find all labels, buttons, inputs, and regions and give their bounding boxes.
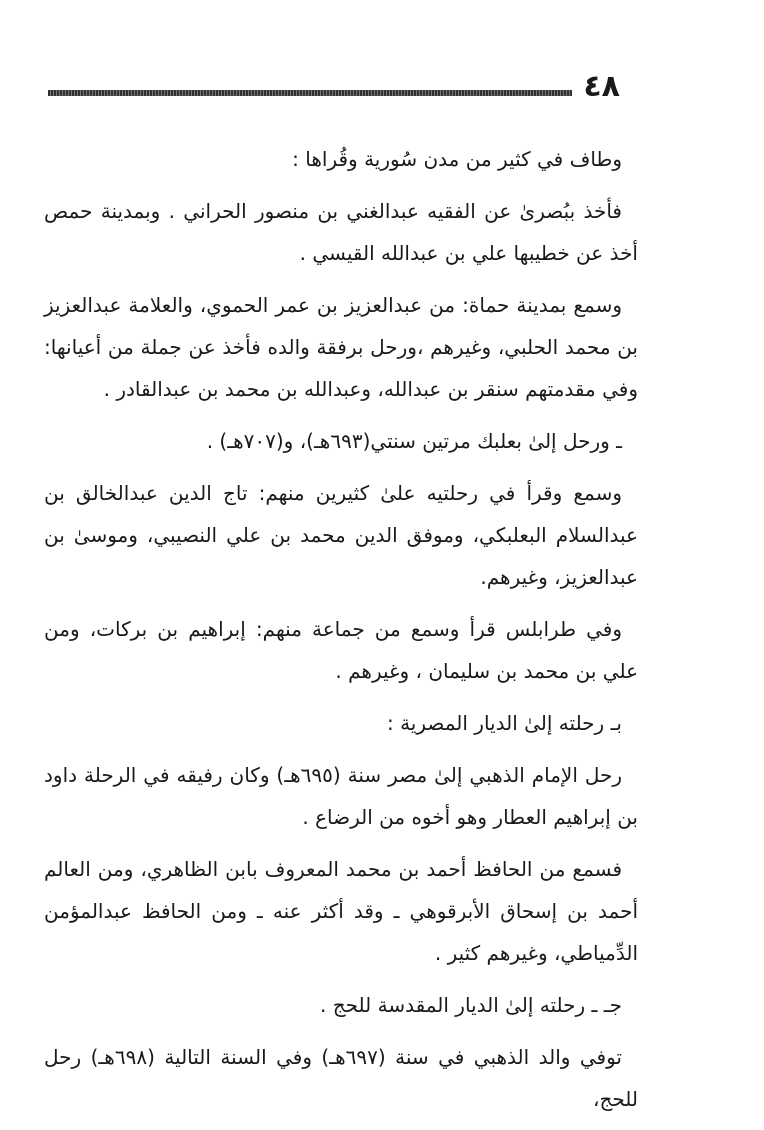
heading-egypt-journey: بـ رحلته إلىٰ الديار المصرية :: [386, 711, 622, 735]
header-rule: [48, 90, 572, 96]
paragraph-tripoli: وفي طرابلس قرأ وسمع من جماعة منهم: إبراهيم بن بركات، ومن علي بن محمد بن سليمان ، وغيرهم .: [44, 617, 638, 683]
paragraph-hama: وسمع بمدينة حماة: من عبدالعزيز بن عمر الحموي، والعلامة عبدالعزيز بن محمد الحلبي، وغيرهم ،ورحل برفقة والده فأخذ عن جملة من أعيانها: وفي مقدمتهم سنقر بن عبدالله، وعبدالله بن محمد بن عبدالقادر .: [44, 293, 638, 401]
paragraph-travel-syria: وطاف في كثير من مدن سُورية وقُراها :: [292, 147, 622, 171]
paragraph-egypt-teachers: فسمع من الحافظ أحمد بن محمد المعروف بابن الظاهري، ومن العالم أحمد بن إسحاق الأبرقوهي ـ وقد أكثر عنه ـ ومن الحافظ عبدالمؤمن الدِّمياطي، وغيرهم كثير .: [44, 857, 638, 965]
heading-hajj-journey: جـ ـ رحلته إلىٰ الديار المقدسة للحج .: [320, 993, 622, 1017]
paragraph-egypt: رحل الإمام الذهبي إلىٰ مصر سنة (٦٩٥هـ) وكان رفيقه في الرحلة داود بن إبراهيم العطار وهو أخوه من الرضاع .: [44, 763, 638, 829]
page-number: ٤٨: [583, 69, 620, 104]
paragraph-baalbek-teachers: وسمع وقرأ في رحلتيه علىٰ كثيرين منهم: تاج الدين عبدالخالق بن عبدالسلام البعلبكي، وموفق الدين محمد بن علي النصيبي، وموسىٰ بن عبدالعزيز، وغيرهم.: [44, 481, 638, 589]
page-body: [44, 138, 638, 1130]
paragraph-baalbek: ـ ورحل إلىٰ بعلبك مرتين سنتي(٦٩٣هـ)، و(٧٠٧هـ) .: [206, 429, 622, 453]
paragraph-hajj: توفي والد الذهبي في سنة (٦٩٧هـ) وفي السنة التالية (٦٩٨هـ) رحل للحج،: [44, 1045, 638, 1111]
paragraph-busra-homs: فأخذ ببُصرىٰ عن الفقيه عبدالغني بن منصور الحراني . وبمدينة حمص أخذ عن خطيبها علي بن عبدالله القيسي .: [44, 199, 638, 265]
